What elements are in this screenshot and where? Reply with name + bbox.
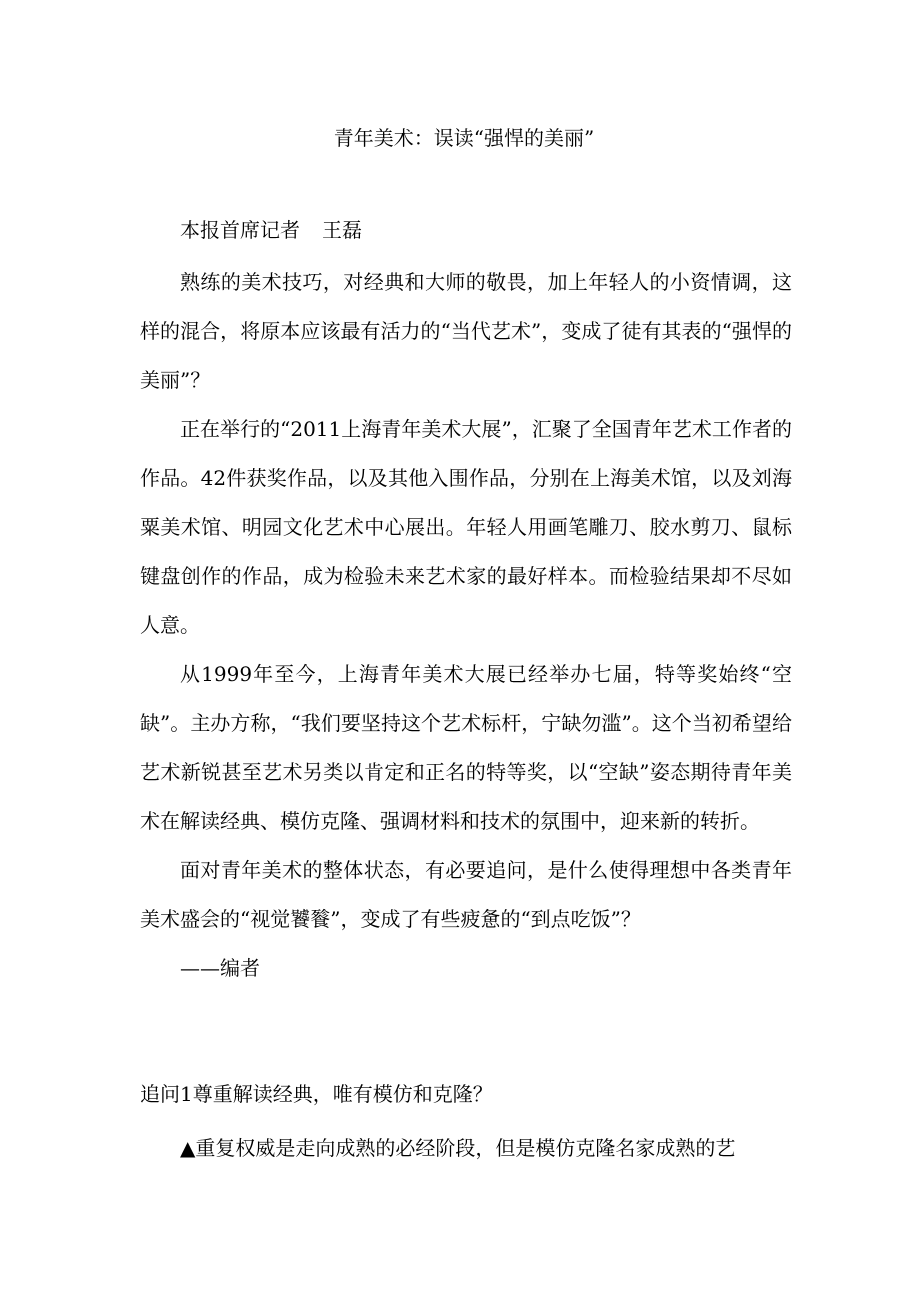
paragraph-2: 正在举行的“2011上海青年美术大展”，汇聚了全国青年艺术工作者的作品。42件获奖作品，以及其他入围作品，分别在上海美术馆，以及刘海粟美术馆、明园文化艺术中心展出。年轻人用画笔雕刀、胶水剪刀、鼠标键盘创作的作品，成为检验未来艺术家的最好样本。而检验结果却不尽如人意。 [140,417,792,637]
byline-role: 本报首席记者 [180,218,300,242]
section-first-line: ▲重复权威是走向成熟的必经阶段，但是模仿克隆名家成熟的艺 [180,1136,736,1160]
editor-signoff: ——编者 [180,956,260,980]
section-heading: 追问1尊重解读经典，唯有模仿和克隆？ [140,1082,493,1106]
paragraph-4: 面对青年美术的整体状态，有必要追问，是什么使得理想中各类青年美术盛会的“视觉饕餮”，变成了有些疲惫的“到点吃饭”？ [140,858,792,931]
byline-name: 王磊 [322,218,362,242]
article-title: 青年美术：误读“强悍的美丽” [333,126,595,150]
paragraph-1: 熟练的美术技巧，对经典和大师的敬畏，加上年轻人的小资情调，这样的混合，将原本应该最有活力的“当代艺术”，变成了徒有其表的“强悍的美丽”？ [140,270,792,392]
byline [180,216,362,244]
article-body [140,258,792,993]
paragraph-3: 从1999年至今，上海青年美术大展已经举办七届，特等奖始终“空缺”。主办方称，“我们要坚持这个艺术标杆，宁缺勿滥”。这个当初希望给艺术新锐甚至艺术另类以肯定和正名的特等奖，以“空缺”姿态期待青年美术在解读经典、模仿克隆、强调材料和技术的氛围中，迎来新的转折。 [140,662,792,833]
